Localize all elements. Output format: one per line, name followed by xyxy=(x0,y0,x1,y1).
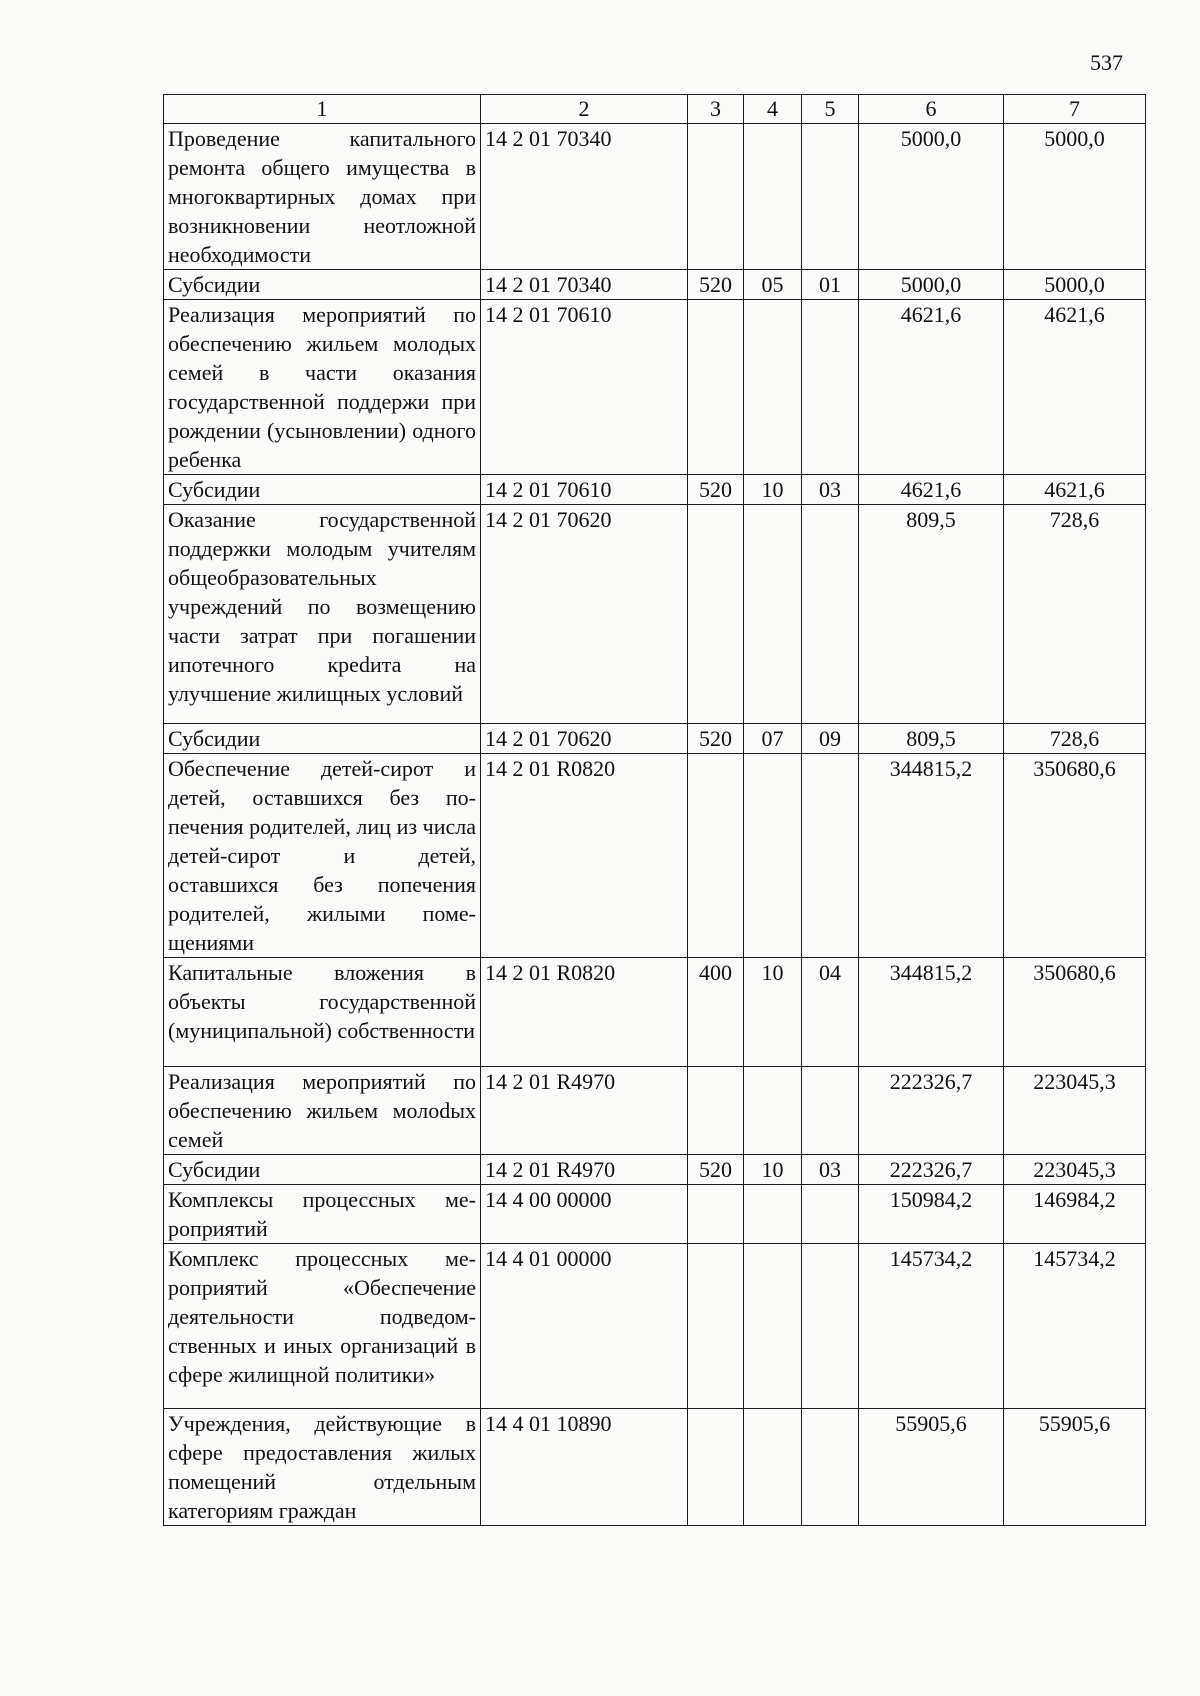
cell-col-5: 03 xyxy=(802,475,859,505)
cell-col-3: 520 xyxy=(688,475,744,505)
header-col-2: 2 xyxy=(481,95,688,124)
cell-col-5 xyxy=(802,1244,859,1408)
page-number: 537 xyxy=(1090,50,1123,75)
cell-value-7: 728,6 xyxy=(1004,723,1146,753)
table-row xyxy=(164,957,1146,1067)
cell-col-3 xyxy=(688,753,744,957)
cell-value-7: 5000,0 xyxy=(1004,270,1146,300)
cell-col-4 xyxy=(744,1408,802,1525)
cell-col-3 xyxy=(688,505,744,724)
cell-col-4 xyxy=(744,300,802,475)
cell-col-4 xyxy=(744,1067,802,1155)
cell-col-4: 10 xyxy=(744,957,802,1067)
cell-code: 14 2 01 70620 xyxy=(481,505,688,724)
header-col-3: 3 xyxy=(688,95,744,124)
table-row xyxy=(164,723,1146,753)
cell-col-5: 04 xyxy=(802,957,859,1067)
cell-col-5 xyxy=(802,505,859,724)
cell-name: Субсидии xyxy=(164,1155,481,1185)
cell-value-6: 809,5 xyxy=(859,723,1004,753)
header-row xyxy=(164,95,1146,124)
table-row xyxy=(164,505,1146,724)
cell-value-7: 4621,6 xyxy=(1004,475,1146,505)
cell-code: 14 2 01 70620 xyxy=(481,723,688,753)
cell-code: 14 4 01 00000 xyxy=(481,1244,688,1408)
cell-col-3 xyxy=(688,1408,744,1525)
cell-code: 14 2 01 70610 xyxy=(481,300,688,475)
cell-col-5 xyxy=(802,1185,859,1244)
cell-col-5 xyxy=(802,300,859,475)
cell-col-3: 520 xyxy=(688,723,744,753)
cell-value-6: 344815,2 xyxy=(859,753,1004,957)
table-body xyxy=(164,124,1146,1526)
cell-value-7: 4621,6 xyxy=(1004,300,1146,475)
cell-value-6: 222326,7 xyxy=(859,1067,1004,1155)
cell-code: 14 4 00 00000 xyxy=(481,1185,688,1244)
cell-code: 14 2 01 70340 xyxy=(481,270,688,300)
cell-value-6: 809,5 xyxy=(859,505,1004,724)
cell-code: 14 2 01 70340 xyxy=(481,124,688,270)
cell-name: Субсидии xyxy=(164,723,481,753)
table-row xyxy=(164,1067,1146,1155)
table-row xyxy=(164,124,1146,270)
table-row xyxy=(164,1408,1146,1525)
cell-col-3 xyxy=(688,300,744,475)
cell-col-5 xyxy=(802,124,859,270)
table-row xyxy=(164,300,1146,475)
cell-code: 14 2 01 R0820 xyxy=(481,957,688,1067)
cell-code: 14 2 01 R4970 xyxy=(481,1067,688,1155)
cell-name: Капитальные вложения в объекты государственной (муниципальной) собственности xyxy=(164,957,481,1067)
cell-value-6: 5000,0 xyxy=(859,124,1004,270)
header-col-4: 4 xyxy=(744,95,802,124)
cell-value-7: 5000,0 xyxy=(1004,124,1146,270)
table-row xyxy=(164,270,1146,300)
cell-code: 14 2 01 R4970 xyxy=(481,1155,688,1185)
cell-col-4: 10 xyxy=(744,1155,802,1185)
cell-value-7: 223045,3 xyxy=(1004,1067,1146,1155)
table-row xyxy=(164,475,1146,505)
cell-value-6: 4621,6 xyxy=(859,300,1004,475)
cell-value-6: 344815,2 xyxy=(859,957,1004,1067)
header-col-5: 5 xyxy=(802,95,859,124)
cell-value-7: 728,6 xyxy=(1004,505,1146,724)
cell-value-6: 5000,0 xyxy=(859,270,1004,300)
cell-value-7: 223045,3 xyxy=(1004,1155,1146,1185)
cell-col-3 xyxy=(688,1067,744,1155)
cell-col-5 xyxy=(802,1067,859,1155)
cell-col-5 xyxy=(802,1408,859,1525)
cell-col-3 xyxy=(688,1244,744,1408)
cell-name: Субсидии xyxy=(164,270,481,300)
cell-col-4: 05 xyxy=(744,270,802,300)
budget-table xyxy=(163,94,1146,1526)
cell-col-5: 09 xyxy=(802,723,859,753)
cell-code: 14 4 01 10890 xyxy=(481,1408,688,1525)
cell-col-4 xyxy=(744,1244,802,1408)
cell-value-7: 146984,2 xyxy=(1004,1185,1146,1244)
cell-col-3 xyxy=(688,124,744,270)
cell-name: Учреждения, действующие в сфере предоставления жилых помещений отдельным категориям граждан xyxy=(164,1408,481,1525)
table-row xyxy=(164,1155,1146,1185)
cell-col-3: 400 xyxy=(688,957,744,1067)
cell-code: 14 2 01 70610 xyxy=(481,475,688,505)
cell-col-4 xyxy=(744,753,802,957)
table-row xyxy=(164,753,1146,957)
cell-name: Оказание государственной поддержки молодым учителям общеобразовательных учреждений по возмещению части затрат при погашении ипотечного креdита на улучшение жилищных условий xyxy=(164,505,481,724)
table-row xyxy=(164,1185,1146,1244)
cell-code: 14 2 01 R0820 xyxy=(481,753,688,957)
cell-col-3 xyxy=(688,1185,744,1244)
cell-name: Комплекс процессных мероприятий «Обеспечение деятельности подведомственных и иных организаций в сфере жилищной политики» xyxy=(164,1244,481,1408)
cell-col-5: 03 xyxy=(802,1155,859,1185)
header-col-1: 1 xyxy=(164,95,481,124)
cell-name: Комплексы процессных мероприятий xyxy=(164,1185,481,1244)
cell-name: Обеспечение детей-сирот и детей, оставшихся без попечения родителей, лиц из числа детей-сирот и детей, оставшихся без попечения родителей, жилыми помещениями xyxy=(164,753,481,957)
cell-name: Реализация мероприятий по обеспечению жильем молодых семей в части оказания государственной поддержи при рождении (усыновлении) одного ребенка xyxy=(164,300,481,475)
header-col-6: 6 xyxy=(859,95,1004,124)
cell-value-7: 350680,6 xyxy=(1004,957,1146,1067)
cell-value-7: 145734,2 xyxy=(1004,1244,1146,1408)
cell-col-3: 520 xyxy=(688,270,744,300)
table-row xyxy=(164,1244,1146,1408)
cell-name: Проведение капитального ремонта общего имущества в многоквартирных домах при возникновении неотложной необходимости xyxy=(164,124,481,270)
cell-col-5 xyxy=(802,753,859,957)
cell-value-7: 350680,6 xyxy=(1004,753,1146,957)
cell-col-4: 10 xyxy=(744,475,802,505)
cell-value-6: 222326,7 xyxy=(859,1155,1004,1185)
cell-value-6: 150984,2 xyxy=(859,1185,1004,1244)
cell-col-4 xyxy=(744,505,802,724)
cell-name: Субсидии xyxy=(164,475,481,505)
cell-col-5: 01 xyxy=(802,270,859,300)
table-header xyxy=(164,95,1146,124)
cell-value-6: 4621,6 xyxy=(859,475,1004,505)
cell-col-3: 520 xyxy=(688,1155,744,1185)
cell-col-4 xyxy=(744,1185,802,1244)
header-col-7: 7 xyxy=(1004,95,1146,124)
cell-value-6: 55905,6 xyxy=(859,1408,1004,1525)
cell-name: Реализация мероприятий по обеспечению жильем молоdых семей xyxy=(164,1067,481,1155)
cell-col-4 xyxy=(744,124,802,270)
cell-col-4: 07 xyxy=(744,723,802,753)
cell-value-7: 55905,6 xyxy=(1004,1408,1146,1525)
cell-value-6: 145734,2 xyxy=(859,1244,1004,1408)
